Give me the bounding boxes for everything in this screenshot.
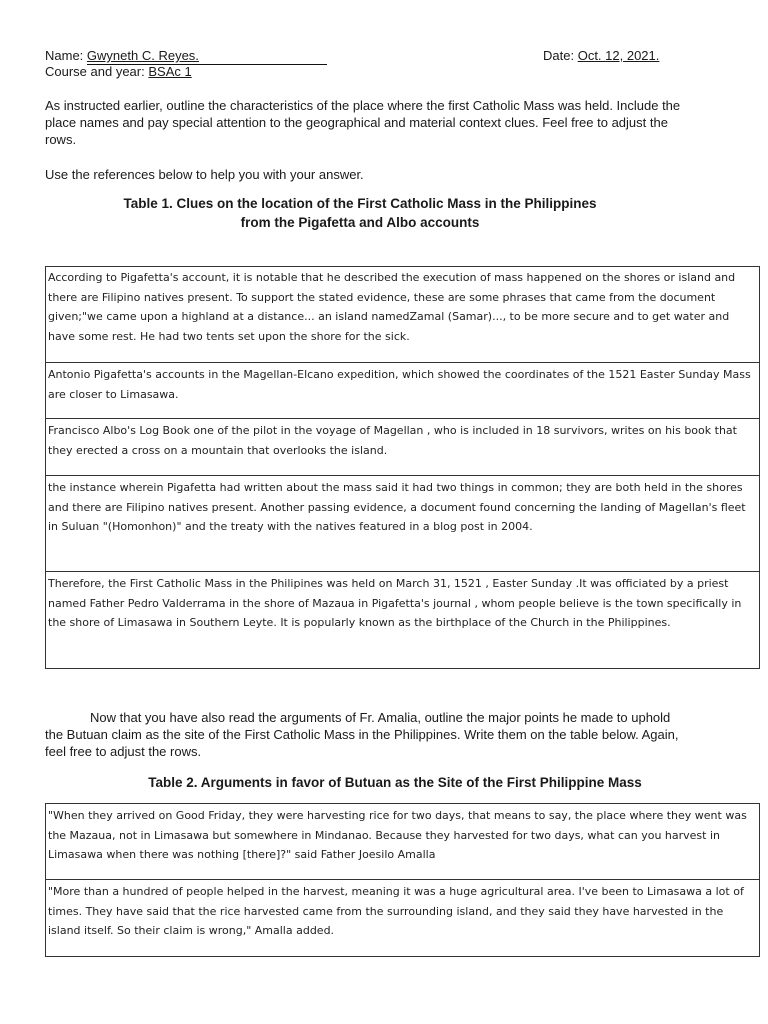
table2-row: "When they arrived on Good Friday, they were harvesting rice for two days, that means to say, the place where they went was the Mazaua, not in Limasawa but somewhere in Mindanao. Because they harvested for two days, what can you harvest in Limasawa when there was nothing [there]?" said Father Joesilo Amalla bbox=[46, 804, 759, 880]
name-value: Gwyneth C. Reyes. bbox=[87, 48, 327, 65]
date-label: Date: bbox=[543, 48, 575, 63]
name-label: Name: bbox=[45, 48, 84, 63]
references-note: Use the references below to help you with your answer. bbox=[45, 167, 364, 182]
table1-caption bbox=[45, 194, 675, 232]
table1-row: the instance wherein Pigafetta had written about the mass said it had two things in common; they are both held in the shores and there are Filipino natives present. Another passing evidence, a document found concerning the landing of Magellan's fleet in Suluan "(Homonhon)" and the treaty with the natives featured in a blog post in 2004. bbox=[46, 476, 759, 572]
table1-caption-line2: from the Pigafetta and Albo accounts bbox=[240, 215, 480, 230]
table1-caption-line1: Table 1. Clues on the location of the First Catholic Mass in the Philippines bbox=[123, 196, 597, 211]
date-value: Oct. 12, 2021. bbox=[577, 48, 660, 63]
instructions-paragraph: As instructed earlier, outline the characteristics of the place where the first Catholic Mass was held. Include the place names and pay special attention to the geographical and material context clues. Feel free to adjust the rows. bbox=[45, 98, 681, 147]
course-label: Course and year: bbox=[45, 64, 145, 79]
table2-caption: Table 2. Arguments in favor of Butuan as the Site of the First Philippine Mass bbox=[148, 775, 642, 790]
table1-row: According to Pigafetta's account, it is notable that he described the execution of mass happened on the shores or island and there are Filipino natives present. To support the stated evidence, these are some phrases that came from the document given;"we came upon a highland at a distance... an island namedZamal (Samar)..., to be more secure and to get water and have some rest. He had two tents set upon the shore for the sick. bbox=[46, 267, 759, 363]
table2-row: "More than a hundred of people helped in the harvest, meaning it was a huge agricultural area. I've been to Limasawa a lot of times. They have said that the rice harvested came from the surrounding island, and they said they have harvested in the island itself. So their claim is wrong," Amalla added. bbox=[48, 885, 744, 937]
table1 bbox=[45, 266, 760, 669]
course-line bbox=[45, 64, 192, 80]
date-line bbox=[543, 48, 659, 64]
name-line bbox=[45, 48, 327, 65]
table2 bbox=[45, 803, 760, 957]
table1-row: Francisco Albo's Log Book one of the pilot in the voyage of Magellan , who is included in 18 survivors, writes on his book that they erected a cross on a mountain that overlooks the island. bbox=[46, 419, 759, 476]
course-value: BSAc 1 bbox=[148, 64, 192, 79]
amalia-paragraph: Now that you have also read the arguments of Fr. Amalia, outline the major points he made to uphold the Butuan claim as the site of the First Catholic Mass in the Philippines. Write them on the table below. Again, feel free to adjust the rows. bbox=[45, 710, 679, 759]
table1-row: Antonio Pigafetta's accounts in the Magellan-Elcano expedition, which showed the coordinates of the 1521 Easter Sunday Mass are closer to Limasawa. bbox=[46, 363, 759, 419]
table1-row: Therefore, the First Catholic Mass in the Philipines was held on March 31, 1521 , Easter Sunday .It was officiated by a priest named Father Pedro Valderrama in the shore of Mazaua in Pigafetta's journal , whom people believe is the town specifically in the shore of Limasawa in Southern Leyte. It is popularly known as the birthplace of the Church in the Philippines. bbox=[48, 577, 742, 629]
